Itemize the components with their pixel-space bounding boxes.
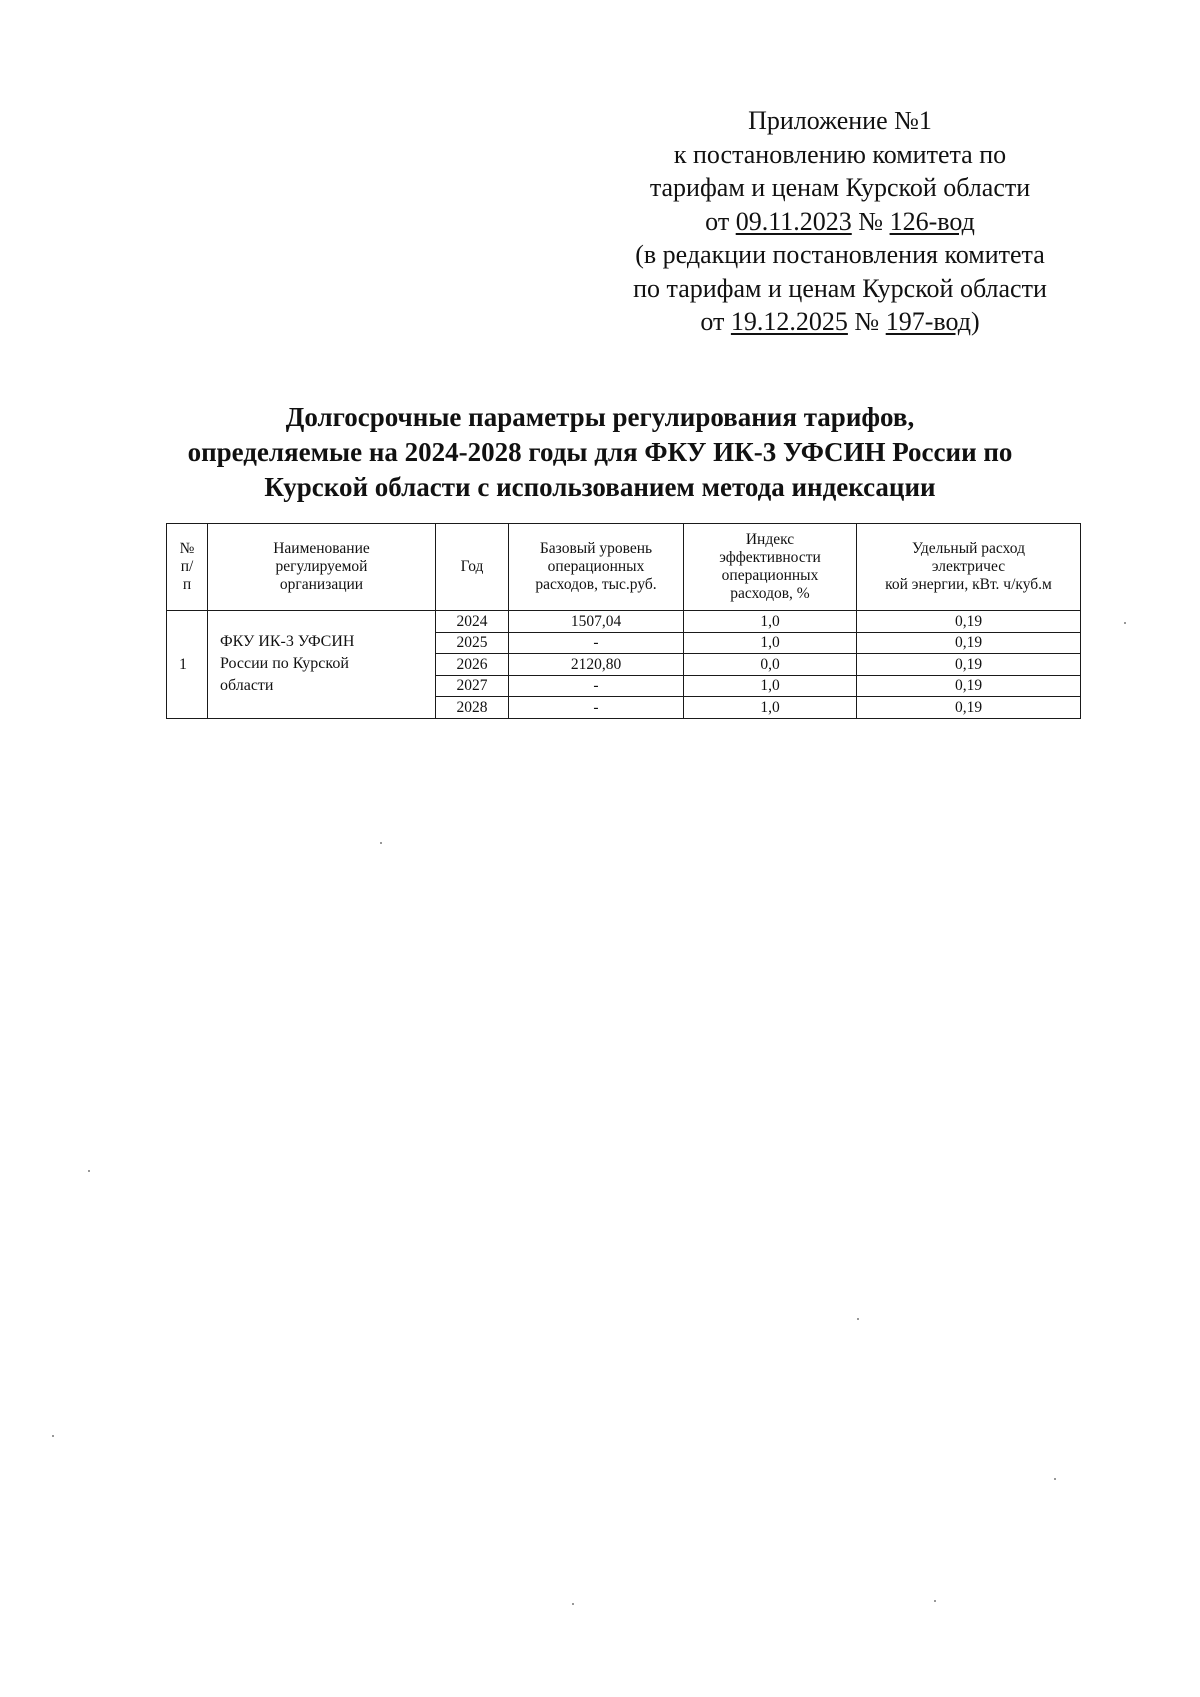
base-level-cell: 2120,80 <box>509 654 684 676</box>
appendix-line-7 <box>590 305 1090 339</box>
year-cell: 2027 <box>436 675 509 697</box>
scan-speck <box>1124 622 1126 624</box>
amendment-number-sign: № <box>847 307 886 336</box>
year-cell: 2028 <box>436 697 509 719</box>
base-level-cell: - <box>509 632 684 654</box>
original-decree-date: 09.11.2023 <box>735 206 852 236</box>
base-level-cell: - <box>509 675 684 697</box>
number-sign: № <box>851 206 890 236</box>
efficiency-index-cell: 0,0 <box>684 654 857 676</box>
header-number: № п/ п <box>167 524 208 611</box>
appendix-from-label: от <box>705 206 736 236</box>
energy-usage-cell: 0,19 <box>857 654 1081 676</box>
appendix-title: Приложение №1 <box>748 106 932 135</box>
scan-speck <box>857 1318 859 1320</box>
original-decree-number: 126-вод <box>889 206 975 236</box>
scan-speck <box>934 1600 936 1602</box>
table-header-row <box>167 524 1081 611</box>
year-cell: 2026 <box>436 654 509 676</box>
scan-speck <box>572 1603 574 1605</box>
amendment-decree-number: 197-вод <box>885 307 971 336</box>
efficiency-index-cell: 1,0 <box>684 697 857 719</box>
appendix-line-2: к постановлению комитета по <box>673 139 1007 169</box>
efficiency-index-cell: 1,0 <box>684 632 857 654</box>
appendix-line-4 <box>590 205 1090 239</box>
header-base-level: Базовый уровень операционных расходов, тыс.руб. <box>509 524 684 611</box>
header-year: Год <box>436 524 509 611</box>
amendment-from-label: от <box>700 307 731 336</box>
header-energy-usage: Удельный расход электричес кой энергии, кВт. ч/куб.м <box>857 524 1081 611</box>
scan-speck <box>52 1435 54 1437</box>
document-title <box>160 400 1040 505</box>
energy-usage-cell: 0,19 <box>857 632 1081 654</box>
scan-speck <box>1054 1478 1056 1480</box>
row-number-cell: 1 <box>167 611 208 719</box>
closing-paren: ) <box>970 307 980 336</box>
base-level-cell: - <box>509 697 684 719</box>
title-line-1: Долгосрочные параметры регулирования тарифов, <box>285 402 915 432</box>
parameters-table <box>166 523 1081 719</box>
energy-usage-cell: 0,19 <box>857 611 1081 633</box>
header-efficiency-index: Индекс эффективности операционных расходов, % <box>684 524 857 611</box>
appendix-line-6: по тарифам и ценам Курской области <box>633 273 1047 303</box>
efficiency-index-cell: 1,0 <box>684 675 857 697</box>
title-line-2: определяемые на 2024-2028 годы для ФКУ ИК-3 УФСИН России по <box>187 437 1013 467</box>
scan-speck <box>88 1170 90 1172</box>
header-organization: Наименование регулируемой организации <box>208 524 436 611</box>
base-level-cell: 1507,04 <box>509 611 684 633</box>
year-cell: 2025 <box>436 632 509 654</box>
appendix-header <box>590 104 1090 339</box>
efficiency-index-cell: 1,0 <box>684 611 857 633</box>
scan-speck <box>380 842 382 844</box>
title-line-3: Курской области с использованием метода индексации <box>264 472 936 502</box>
appendix-line-3: тарифам и ценам Курской области <box>649 173 1031 202</box>
year-cell: 2024 <box>436 611 509 633</box>
energy-usage-cell: 0,19 <box>857 675 1081 697</box>
table-row <box>167 611 1081 633</box>
amendment-decree-date: 19.12.2025 <box>730 307 848 336</box>
organization-cell: ФКУ ИК-3 УФСИН России по Курской области <box>208 611 436 719</box>
energy-usage-cell: 0,19 <box>857 697 1081 719</box>
appendix-line-5: (в редакции постановления комитета <box>635 240 1045 269</box>
